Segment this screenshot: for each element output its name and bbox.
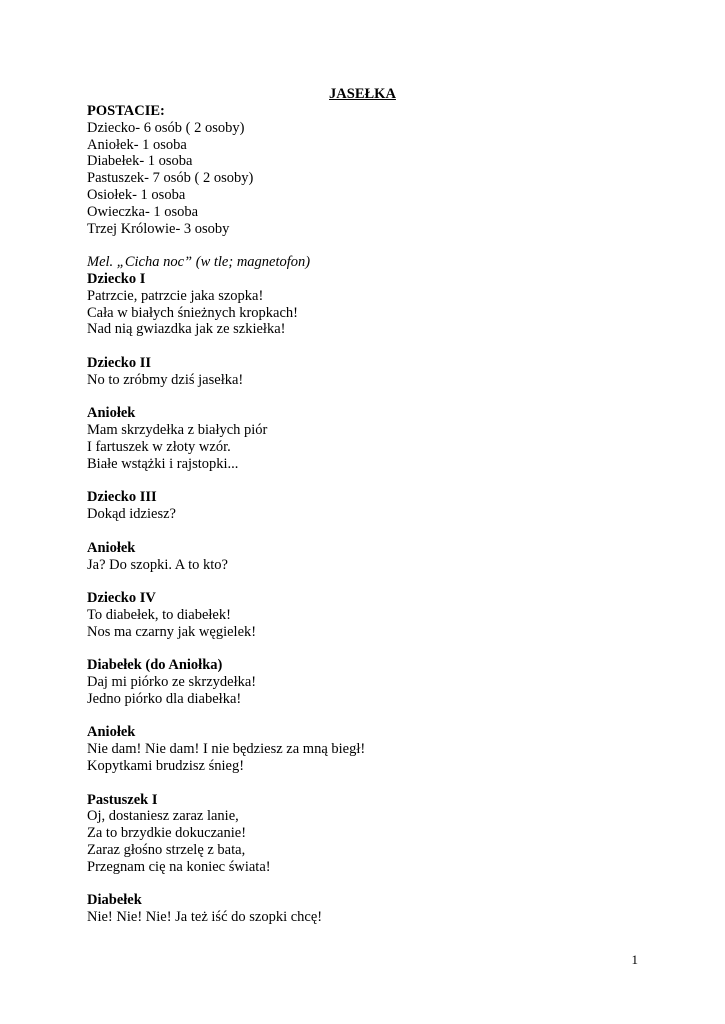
dialogue-line: Białe wstążki i rajstopki... [87, 455, 239, 472]
speaker-name: Aniołek [87, 724, 136, 741]
dialogue-line: Daj mi piórko ze skrzydełka! [87, 674, 257, 691]
dialogue-line: Nie dam! Nie dam! I nie będziesz za mną biegł! [87, 741, 366, 758]
character-item: Aniołek- 1 osoba [87, 136, 187, 153]
character-item: Pastuszek- 7 osób ( 2 osoby) [87, 170, 254, 187]
characters-heading: POSTACIE: [87, 103, 165, 119]
character-item: Dziecko- 6 osób ( 2 osoby) [87, 119, 245, 136]
dialogue-line: Oj, dostaniesz zaraz lanie, [87, 808, 239, 825]
spacer [87, 389, 647, 406]
scene-block [87, 590, 647, 640]
dialogue-line: Nad nią gwiazdka jak ze szkiełka! [87, 321, 286, 338]
dialogue-line: Przegnam cię na koniec świata! [87, 858, 271, 875]
dialogue-line: Dokąd idziesz? [87, 506, 176, 523]
dialogue-line: Ja? Do szopki. A to kto? [87, 556, 228, 573]
character-item: Owieczka- 1 osoba [87, 203, 199, 220]
spacer [87, 523, 647, 540]
speaker-name: Diabełek (do Aniołka) [87, 657, 223, 674]
spacer [87, 708, 647, 725]
speaker-name: Diabełek [87, 892, 142, 909]
spacer [87, 338, 647, 355]
dialogue-line: Patrzcie, patrzcie jaka szopka! [87, 287, 264, 304]
speaker-name: Aniołek [87, 539, 136, 556]
dialogue-line: Zaraz głośno strzelę z bata, [87, 842, 246, 859]
character-item: Diabełek- 1 osoba [87, 153, 193, 170]
spacer [87, 573, 647, 590]
dialogue-line: Nos ma czarny jak węgielek! [87, 623, 257, 640]
speaker-name: Pastuszek I [87, 791, 158, 808]
speaker-name: Dziecko IV [87, 590, 156, 607]
dialogue-line: Jedno piórko dla diabełka! [87, 690, 242, 707]
dialogue-line: Kopytkami brudzisz śnieg! [87, 758, 245, 775]
spacer [87, 237, 647, 254]
character-item: Osiołek- 1 osoba [87, 186, 186, 203]
scene-block [87, 271, 647, 338]
scene-block [87, 892, 647, 926]
page-number: 1 [631, 952, 638, 967]
scene-block [87, 540, 647, 574]
scene-block [87, 724, 647, 774]
scene-block [87, 657, 647, 707]
scene-block [87, 355, 647, 389]
document-body [87, 103, 647, 926]
character-item: Trzej Królowie- 3 osoby [87, 220, 230, 237]
document-title: JASEŁKA [329, 86, 396, 102]
dialogue-line: To diabełek, to diabełek! [87, 606, 231, 623]
spacer [87, 641, 647, 658]
spacer [87, 473, 647, 490]
dialogue-line: Za to brzydkie dokuczanie! [87, 825, 247, 842]
dialogue-line: No to zróbmy dziś jasełka! [87, 371, 244, 388]
scene-block [87, 405, 647, 472]
scene-block [87, 489, 647, 523]
dialogue-line: Nie! Nie! Nie! Ja też iść do szopki chcę! [87, 909, 323, 926]
speaker-name: Dziecko II [87, 354, 152, 371]
spacer [87, 876, 647, 893]
spacer [87, 775, 647, 792]
speaker-name: Dziecko I [87, 270, 146, 287]
dialogue-line: Mam skrzydełka z białych piór [87, 422, 268, 439]
dialogue-line: I fartuszek w złoty wzór. [87, 438, 231, 455]
dialogue-line: Cała w białych śnieżnych kropkach! [87, 304, 298, 321]
stage-note: Mel. „Cicha noc” (w tle; magnetofon) [87, 254, 311, 271]
speaker-name: Dziecko III [87, 489, 157, 506]
characters-list [87, 120, 647, 238]
speaker-name: Aniołek [87, 405, 136, 422]
scene-block [87, 792, 647, 876]
